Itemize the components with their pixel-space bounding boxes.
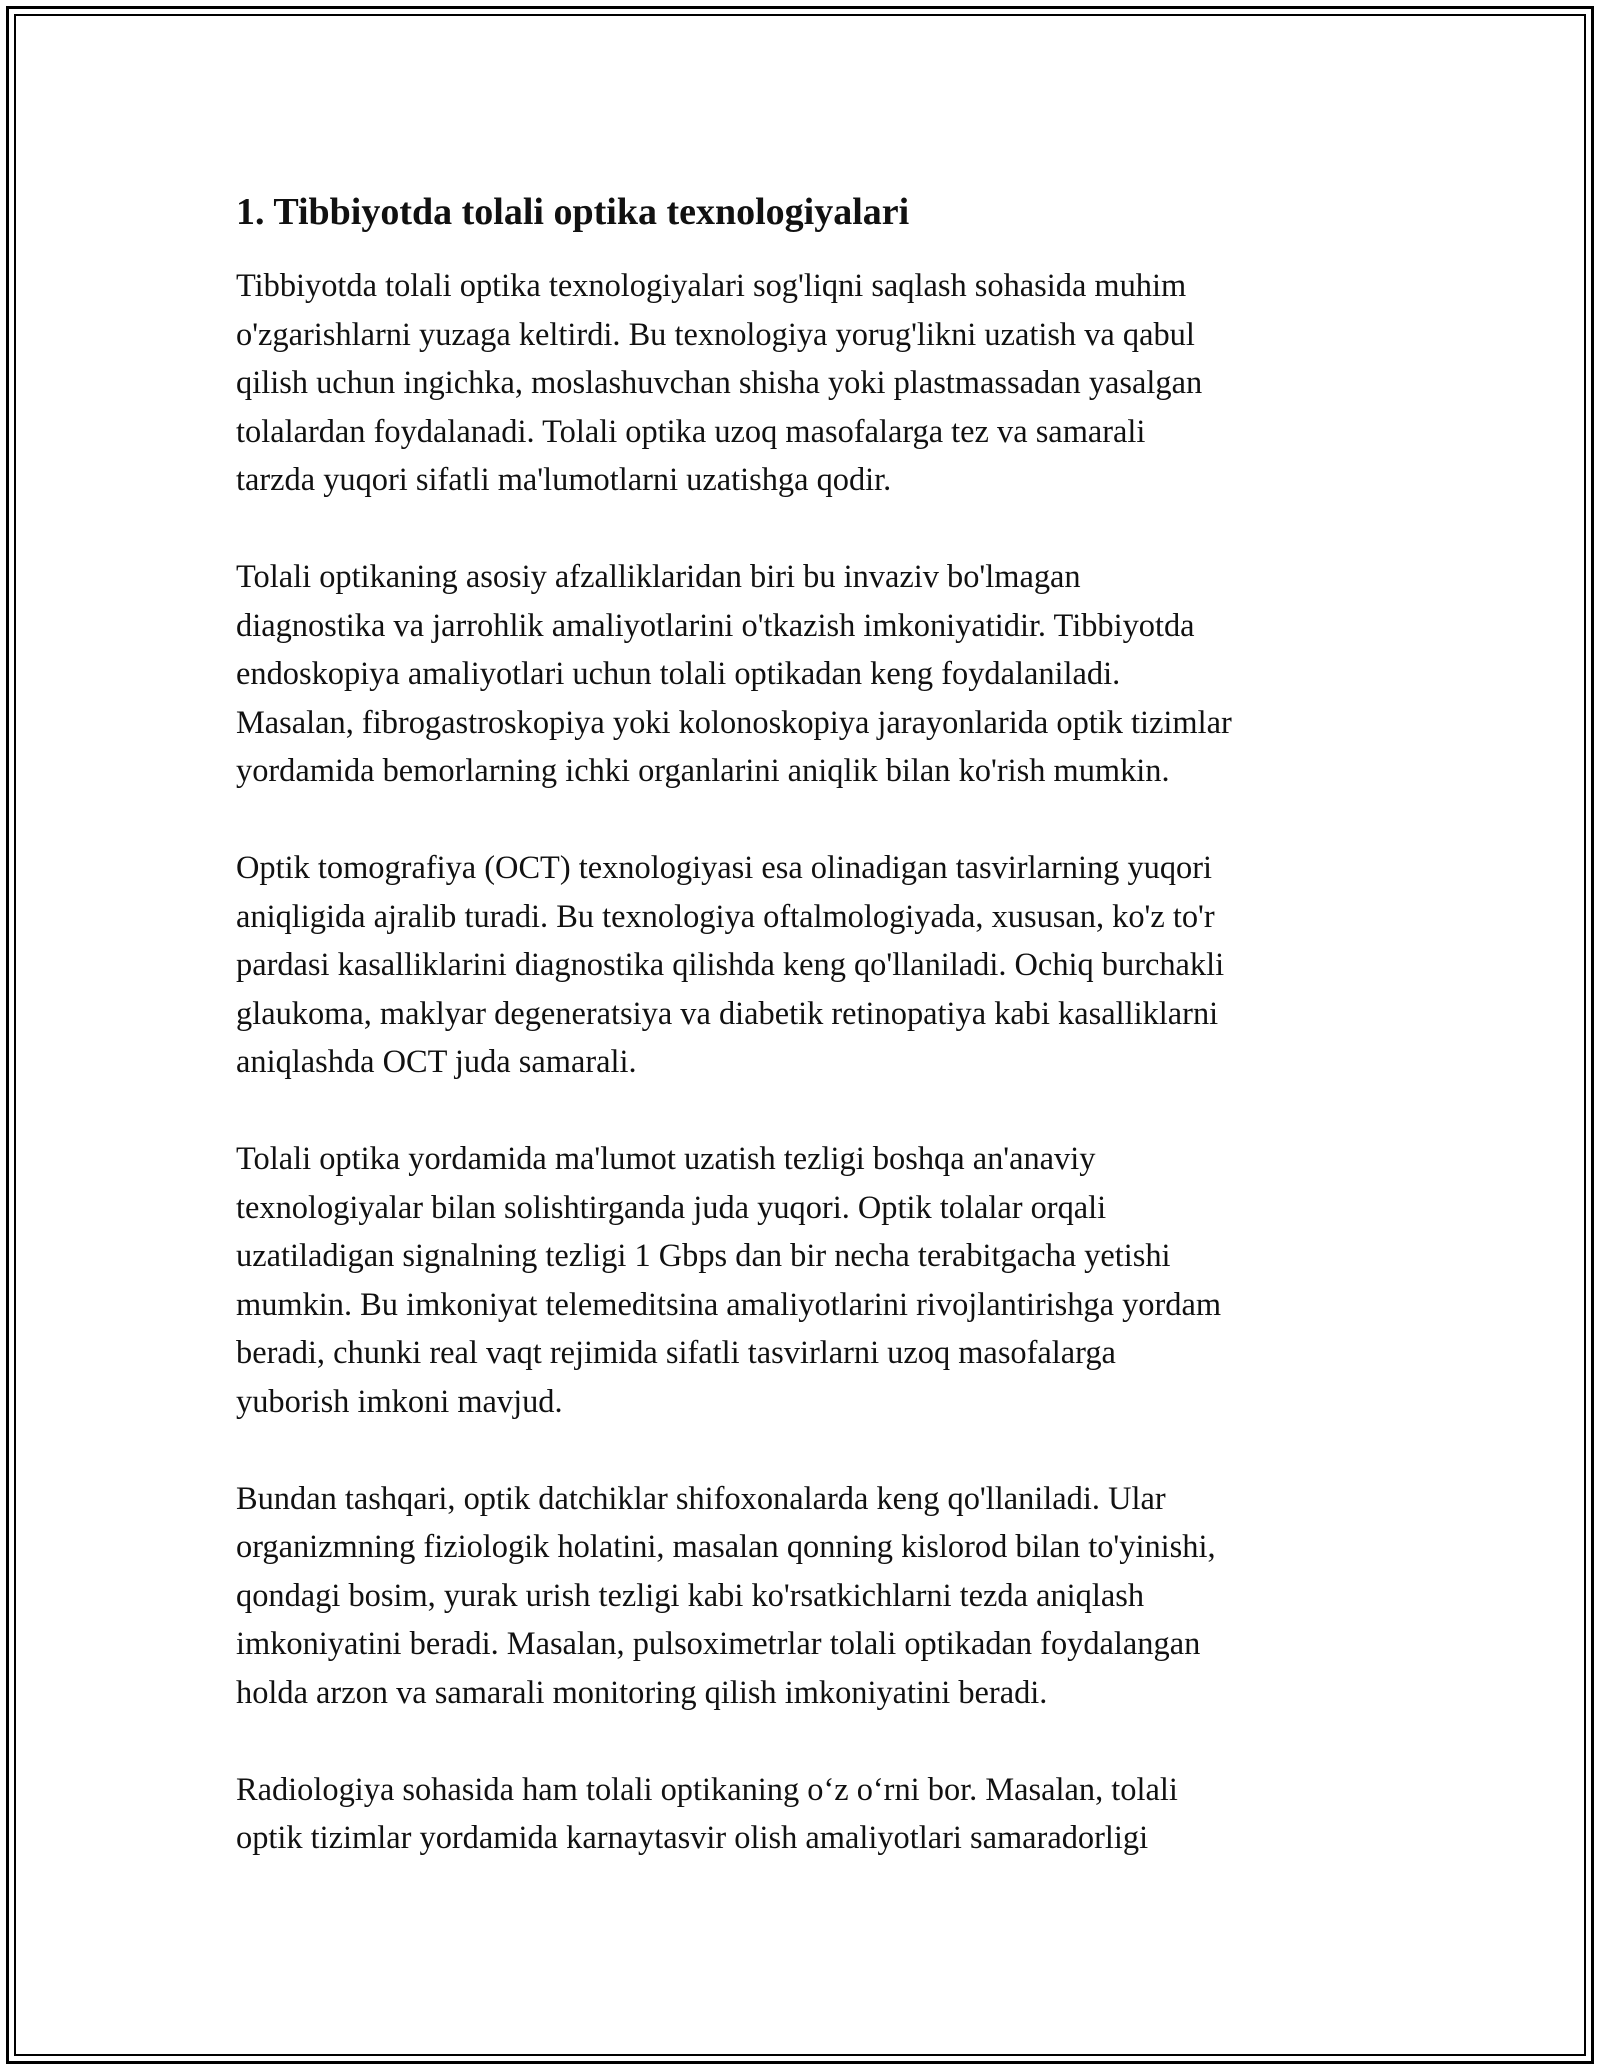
- text-line: yuborish imkoni mavjud.: [236, 1383, 563, 1420]
- text-line: Masalan, fibrogastroskopiya yoki kolonoskopiya jarayonlarida optik tizimlar: [236, 704, 1232, 741]
- text-line: optik tizimlar yordamida karnaytasvir olish amaliyotlari samaradorligi: [236, 1820, 1149, 1856]
- text-line: aniqligida ajralib turadi. Bu texnologiya oftalmologiyada, xususan, ko'z to'r: [236, 898, 1215, 935]
- text-line: Tolali optikaning asosiy afzalliklaridan biri bu invaziv bo'lmagan: [236, 559, 1081, 595]
- paragraph-endoscopy: [236, 553, 1366, 796]
- text-line: imkoniyatini beradi. Masalan, pulsoximetrlar tolali optikadan foydalangan: [236, 1626, 1201, 1662]
- text-line: glaukoma, maklyar degeneratsiya va diabetik retinopatiya kabi kasalliklarni: [236, 995, 1219, 1032]
- text-line: diagnostika va jarrohlik amaliyotlarini o'tkazish imkoniyatidir. Tibbiyotda: [236, 607, 1195, 644]
- paragraph-oct: [236, 844, 1366, 1087]
- paragraph-radiology: [236, 1766, 1366, 1863]
- text-line: organizmning fiziologik holatini, masalan qonning kislorod bilan to'yinishi,: [236, 1529, 1216, 1565]
- text-line: Bundan tashqari, optik datchiklar shifoxonalarda keng qo'llaniladi. Ular: [236, 1480, 1166, 1517]
- text-line: Radiologiya sohasida ham tolali optikaning o‘z o‘rni bor. Masalan, tolali: [236, 1771, 1178, 1808]
- text-line: mumkin. Bu imkoniyat telemeditsina amaliyotlarini rivojlantirishga yordam: [236, 1286, 1222, 1323]
- text-line: endoskopiya amaliyotlari uchun tolali optikadan keng foydalaniladi.: [236, 656, 1121, 692]
- text-line: pardasi kasalliklarini diagnostika qilishda keng qo'llaniladi. Ochiq burchakli: [236, 947, 1225, 983]
- document-body: [236, 188, 1366, 1911]
- text-line: Tolali optika yordamida ma'lumot uzatish tezligi boshqa an'anaviy: [236, 1141, 1096, 1177]
- paragraph-intro: [236, 262, 1366, 505]
- paragraph-data-speed: [236, 1135, 1366, 1426]
- text-line: beradi, chunki real vaqt rejimida sifatli tasvirlarni uzoq masofalarga: [236, 1335, 1116, 1371]
- paragraph-sensors: [236, 1475, 1366, 1718]
- text-line: Optik tomografiya (OCT) texnologiyasi esa olinadigan tasvirlarning yuqori: [236, 850, 1213, 886]
- text-line: qondagi bosim, yurak urish tezligi kabi ko'rsatkichlarni tezda aniqlash: [236, 1577, 1145, 1614]
- text-line: texnologiyalar bilan solishtirganda juda yuqori. Optik tolalar orqali: [236, 1189, 1107, 1226]
- text-line: holda arzon va samarali monitoring qilish imkoniyatini beradi.: [236, 1674, 1048, 1711]
- text-line: qilish uchun ingichka, moslashuvchan shisha yoki plastmassadan yasalgan: [236, 365, 1203, 401]
- section-heading: 1. Tibbiyotda tolali optika texnologiyalari: [236, 191, 910, 233]
- text-line: yordamida bemorlarning ichki organlarini aniqlik bilan ko'rish mumkin.: [236, 753, 1170, 789]
- text-line: tolalardan foydalanadi. Tolali optika uzoq masofalarga tez va samarali: [236, 413, 1146, 450]
- text-line: Tibbiyotda tolali optika texnologiyalari sog'liqni saqlash sohasida muhim: [236, 268, 1187, 304]
- text-line: o'zgarishlarni yuzaga keltirdi. Bu texnologiya yorug'likni uzatish va qabul: [236, 316, 1195, 353]
- text-line: aniqlashda OCT juda samarali.: [236, 1044, 637, 1080]
- text-line: tarzda yuqori sifatli ma'lumotlarni uzatishga qodir.: [236, 462, 892, 498]
- text-line: uzatiladigan signalning tezligi 1 Gbps dan bir necha terabitgacha yetishi: [236, 1238, 1171, 1274]
